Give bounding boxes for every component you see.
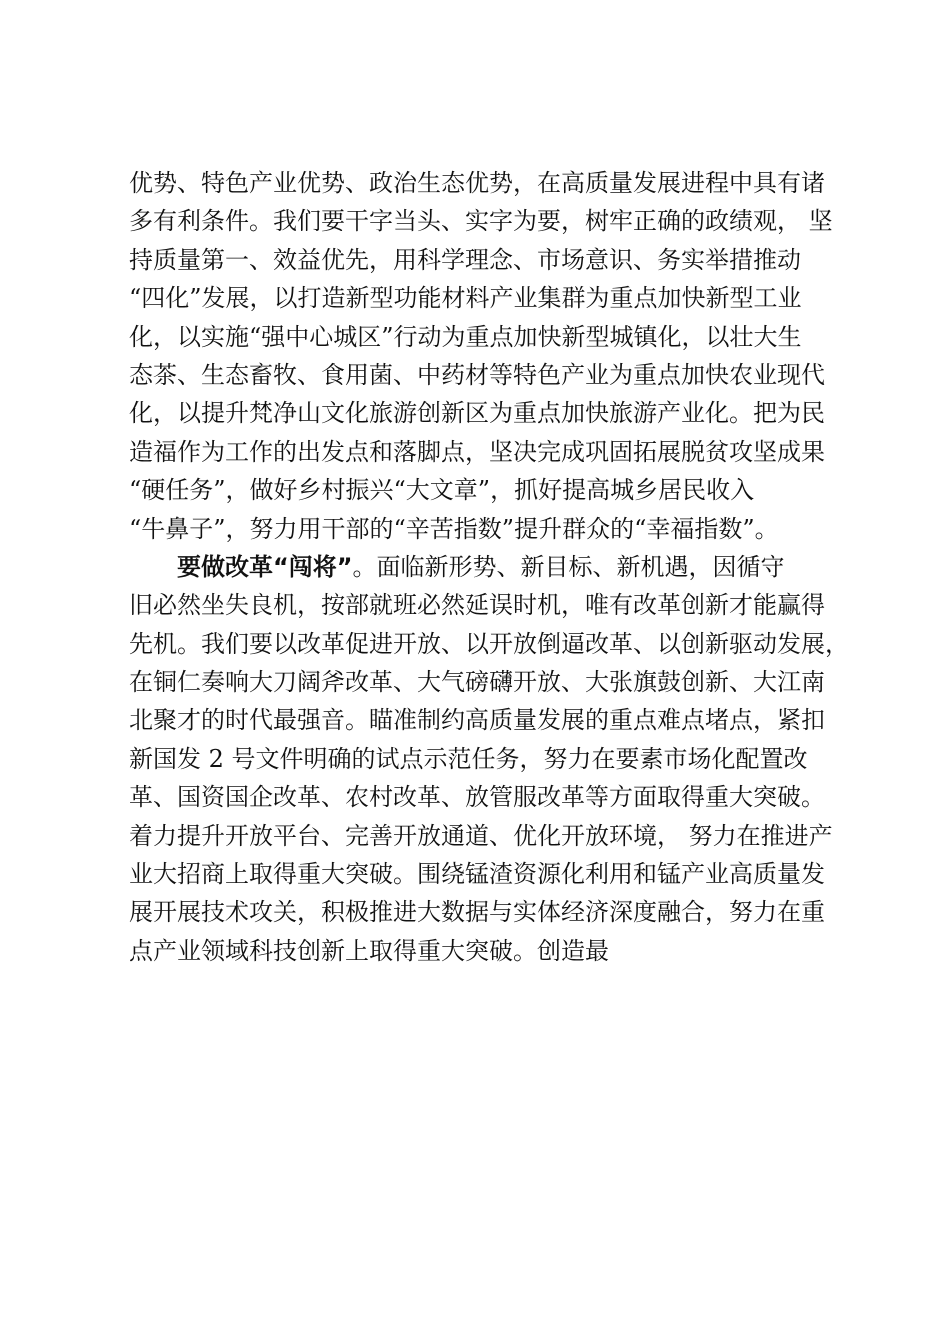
text-line: 新国发 2 号文件明确的试点示范任务，努力在要素市场化配置改 <box>129 744 808 773</box>
text-line: 革、国资国企改革、农村改革、放管服改革等方面取得重大突破。 <box>129 783 825 812</box>
text-line: 化，以实施“强中心城区”行动为重点加快新型城镇化，以壮大生 <box>129 322 802 351</box>
text-line: “硬任务”，做好乡村振兴“大文章”，抓好提高城乡居民收入 <box>129 476 755 505</box>
text-line: 北聚才的时代最强音。瞄准制约高质量发展的重点难点堵点，紧扣 <box>129 706 825 735</box>
text-line: 持质量第一、效益优先，用科学理念、市场意识、务实举措推动 <box>129 245 801 274</box>
paragraph-first-line <box>129 548 859 586</box>
paragraph-first-line-rest: 。面临新形势、新目标、新机遇，因循守 <box>352 552 785 581</box>
text-line: 多有利条件。我们要干字当头、实字为要，树牢正确的政绩观， 坚 <box>129 207 833 236</box>
text-line: “牛鼻子”，努力用干部的“辛苦指数”提升群众的“幸福指数”。 <box>129 514 779 543</box>
text-line: 在铜仁奏响大刀阔斧改革、大气磅礴开放、大张旗鼓创新、大江南 <box>129 668 825 697</box>
text-line: “四化”发展，以打造新型功能材料产业集群为重点加快新型工业 <box>129 284 802 313</box>
paragraph-heading: 要做改革“闯将” <box>177 552 353 581</box>
text-line: 展开展技术攻关，积极推进大数据与实体经济深度融合，努力在重 <box>129 898 825 927</box>
body-text <box>129 164 859 970</box>
text-line: 造福作为工作的出发点和落脚点，坚决完成巩固拓展脱贫攻坚成果 <box>129 437 825 466</box>
text-line: 化，以提升梵净山文化旅游创新区为重点加快旅游产业化。把为民 <box>129 399 825 428</box>
text-line: 优势、特色产业优势、政治生态优势，在高质量发展进程中具有诸 <box>129 169 825 197</box>
text-line: 着力提升开放平台、完善开放通道、优化开放环境， 努力在推进产 <box>129 821 833 850</box>
text-line: 旧必然坐失良机，按部就班必然延误时机，唯有改革创新才能赢得 <box>129 591 825 620</box>
text-line: 态茶、生态畜牧、食用菌、中药材等特色产业为重点加快农业现代 <box>129 360 825 389</box>
text-line: 点产业领域科技创新上取得重大突破。创造最 <box>129 936 609 965</box>
text-line: 先机。我们要以改革促进开放、以开放倒逼改革、以创新驱动发展， <box>129 629 849 658</box>
text-line: 业大招商上取得重大突破。围绕锰渣资源化利用和锰产业高质量发 <box>129 860 825 889</box>
